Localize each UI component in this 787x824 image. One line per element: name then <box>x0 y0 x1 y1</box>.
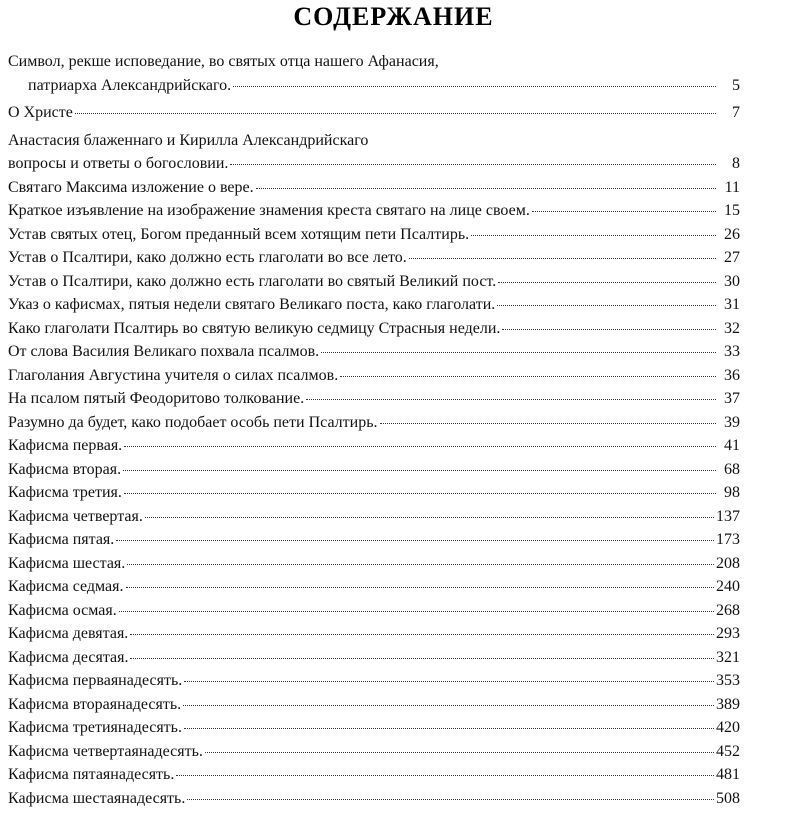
toc-entry-row <box>8 646 740 670</box>
dot-leader <box>498 282 716 283</box>
toc-page-number: 137 <box>716 507 740 525</box>
toc-page-number: 240 <box>716 578 740 595</box>
toc-entry <box>8 528 740 552</box>
toc-entry-row <box>8 599 740 623</box>
toc-entry-row <box>8 411 740 435</box>
toc-page-number: 26 <box>724 225 740 243</box>
dot-leader <box>471 235 716 236</box>
toc-entry-text: Глаголания Августина учителя о силах псалмов. <box>8 366 339 384</box>
toc-entry <box>8 481 740 505</box>
toc-entry <box>8 176 740 200</box>
dot-leader <box>116 540 714 541</box>
toc-page-number: 32 <box>724 319 740 337</box>
toc-entry <box>8 646 740 670</box>
toc-entry-row <box>8 693 740 717</box>
toc-entry-text: Кафисма третиянадесять. <box>8 719 182 736</box>
dot-leader <box>184 728 714 729</box>
toc-entry <box>8 575 740 599</box>
toc-entry <box>8 223 740 247</box>
toc-page-number: 508 <box>716 789 740 807</box>
toc-entry-row <box>8 364 740 388</box>
toc-entry <box>8 129 740 176</box>
toc-entry-row <box>8 552 740 576</box>
toc-entry-text: Кафисма первая. <box>8 437 123 454</box>
toc-page-number: 41 <box>724 437 740 454</box>
dot-leader <box>130 634 714 635</box>
toc-page-number: 173 <box>716 531 740 548</box>
toc-entry-text: Святаго Максима изложение о вере. <box>8 178 254 196</box>
toc-entry-text: Кафисма шестая. <box>8 554 126 572</box>
toc-entry <box>8 317 740 341</box>
table-of-contents <box>8 50 740 810</box>
dot-leader <box>124 493 716 494</box>
dot-leader <box>409 258 716 259</box>
toc-entry-row <box>8 787 740 811</box>
toc-entry-row <box>8 763 740 787</box>
toc-entry <box>8 740 740 764</box>
toc-entry <box>8 669 740 693</box>
toc-entry <box>8 246 740 270</box>
dot-leader <box>119 611 714 612</box>
dot-leader <box>380 423 716 424</box>
dot-leader <box>306 399 716 400</box>
dot-leader <box>127 564 714 565</box>
toc-entry-text: Како глаголати Псалтирь во святую великую седмицу Страсныя недели. <box>8 319 501 337</box>
dot-leader <box>230 164 716 165</box>
toc-entry-text: Краткое изъявление на изображение знамения креста святаго на лице своем. <box>8 202 530 219</box>
toc-page-number: 68 <box>724 460 740 478</box>
toc-entry-row <box>8 669 740 693</box>
toc-entry <box>8 552 740 576</box>
toc-page-number: 11 <box>724 178 740 196</box>
toc-entry-row <box>8 317 740 341</box>
toc-page-number: 8 <box>732 155 740 172</box>
toc-entry-text: Кафисма втораянадесять. <box>8 695 182 713</box>
toc-entry-row <box>8 434 740 458</box>
dot-leader <box>205 752 714 753</box>
toc-page-number: 7 <box>732 104 740 121</box>
toc-entry-text-line: Символ, рекше исповедание, во святых отца нашего Афанасия, <box>8 53 439 70</box>
dot-leader <box>124 446 716 447</box>
dot-leader <box>497 305 716 306</box>
toc-entry <box>8 693 740 717</box>
toc-entry-text: Кафисма пятаянадесять. <box>8 766 175 783</box>
toc-entry-text: На псалом пятый Феодоритово толкование. <box>8 390 305 407</box>
toc-entry-text: Устав о Псалтири, како должно есть глаголати во святый Великий пост. <box>8 272 497 290</box>
toc-entry-text: Устав святых отец, Богом преданный всем хотящим пети Псалтирь. <box>8 225 470 243</box>
toc-entry <box>8 599 740 623</box>
dot-leader <box>123 470 716 471</box>
toc-entry-row <box>8 293 740 317</box>
toc-entry-text: Устав о Псалтири, како должно есть глаголати во все лето. <box>8 249 407 266</box>
toc-entry-text-line: Анастасия блаженнаго и Кирилла Александрийскаго <box>8 131 369 149</box>
toc-page-number: 33 <box>724 343 740 360</box>
toc-entry <box>8 50 740 97</box>
toc-entry-row <box>8 101 740 125</box>
toc-page-number: 208 <box>716 554 740 572</box>
toc-entry-text: Кафисма четвертая. <box>8 507 143 525</box>
toc-entry-row <box>8 528 740 552</box>
toc-page-number: 353 <box>716 672 740 689</box>
toc-entry-text: вопросы и ответы о богословии. <box>8 155 229 172</box>
toc-entry-row <box>8 176 740 200</box>
toc-entry <box>8 458 740 482</box>
toc-page-number: 389 <box>716 695 740 713</box>
toc-entry <box>8 763 740 787</box>
toc-entry <box>8 340 740 364</box>
toc-entry-row <box>8 152 740 176</box>
dot-leader <box>532 211 716 212</box>
dot-leader <box>75 113 716 114</box>
dot-leader <box>256 188 716 189</box>
toc-entry-text: Кафисма девятая. <box>8 625 129 642</box>
toc-entry-text: Кафисма перваянадесять. <box>8 672 183 689</box>
toc-page-number: 452 <box>716 742 740 760</box>
toc-entry-row <box>8 340 740 364</box>
toc-entry-row <box>8 740 740 764</box>
toc-entry <box>8 101 740 125</box>
toc-entry <box>8 387 740 411</box>
toc-entry <box>8 505 740 529</box>
toc-entry-row <box>8 575 740 599</box>
toc-page-number: 30 <box>724 272 740 290</box>
toc-entry-row <box>8 458 740 482</box>
toc-entry-text: Кафисма третия. <box>8 484 122 501</box>
toc-entry <box>8 411 740 435</box>
toc-entry-row <box>8 387 740 411</box>
dot-leader <box>126 587 714 588</box>
dot-leader <box>184 681 714 682</box>
toc-page-number: 27 <box>724 249 740 266</box>
toc-page-number: 39 <box>724 413 740 431</box>
toc-entry-text: Кафисма пятая. <box>8 531 115 548</box>
toc-entry-text: Кафисма десятая. <box>8 648 129 666</box>
toc-page-number: 98 <box>724 484 740 501</box>
toc-entry-text: Кафисма шестаянадесять. <box>8 789 186 807</box>
dot-leader <box>130 658 714 659</box>
toc-entry-row <box>8 246 740 270</box>
dot-leader <box>187 799 714 800</box>
toc-entry-text: Кафисма вторая. <box>8 460 122 478</box>
dot-leader <box>502 329 716 330</box>
toc-entry-row <box>8 74 740 98</box>
toc-entry <box>8 716 740 740</box>
toc-entry-row <box>8 505 740 529</box>
toc-entry <box>8 622 740 646</box>
toc-entry-text: Кафисма седмая. <box>8 578 124 595</box>
toc-page-number: 37 <box>724 390 740 407</box>
dot-leader <box>145 517 714 518</box>
toc-page-number: 31 <box>724 296 740 313</box>
toc-entry-row <box>8 223 740 247</box>
dot-leader <box>321 352 716 353</box>
page-title: СОДЕРЖАНИЕ <box>293 2 494 31</box>
dot-leader <box>233 86 716 87</box>
dot-leader <box>340 376 716 377</box>
toc-entry-row <box>8 622 740 646</box>
toc-entry-row <box>8 716 740 740</box>
toc-entry-text: От слова Василия Великаго похвала псалмов. <box>8 343 320 360</box>
toc-entry-row <box>8 481 740 505</box>
toc-entry <box>8 787 740 811</box>
toc-entry <box>8 199 740 223</box>
toc-entry-text: Разумно да будет, како подобает особь пети Псалтирь. <box>8 413 378 431</box>
dot-leader <box>176 775 714 776</box>
toc-entry-text: Кафисма осмая. <box>8 601 117 619</box>
toc-page-number: 321 <box>716 648 740 666</box>
toc-page-number: 36 <box>724 366 740 384</box>
toc-page-number: 420 <box>716 719 740 736</box>
toc-page-number: 481 <box>716 766 740 783</box>
toc-page-number: 293 <box>716 625 740 642</box>
toc-page-number: 15 <box>724 202 740 219</box>
toc-page-number: 5 <box>732 76 740 94</box>
toc-entry-row <box>8 199 740 223</box>
dot-leader <box>183 705 714 706</box>
toc-entry-text: Кафисма четвертаянадесять. <box>8 742 203 760</box>
toc-entry <box>8 270 740 294</box>
toc-page-number: 268 <box>716 601 740 619</box>
toc-entry-text: О Христе <box>8 104 73 121</box>
toc-entry-row <box>8 270 740 294</box>
toc-entry <box>8 293 740 317</box>
toc-entry <box>8 434 740 458</box>
toc-entry-text: Указ о кафисмах, пятыя недели святаго Великаго поста, како глаголати. <box>8 296 496 313</box>
toc-entry-text: патриарха Александрийскаго. <box>28 76 232 94</box>
toc-entry <box>8 364 740 388</box>
